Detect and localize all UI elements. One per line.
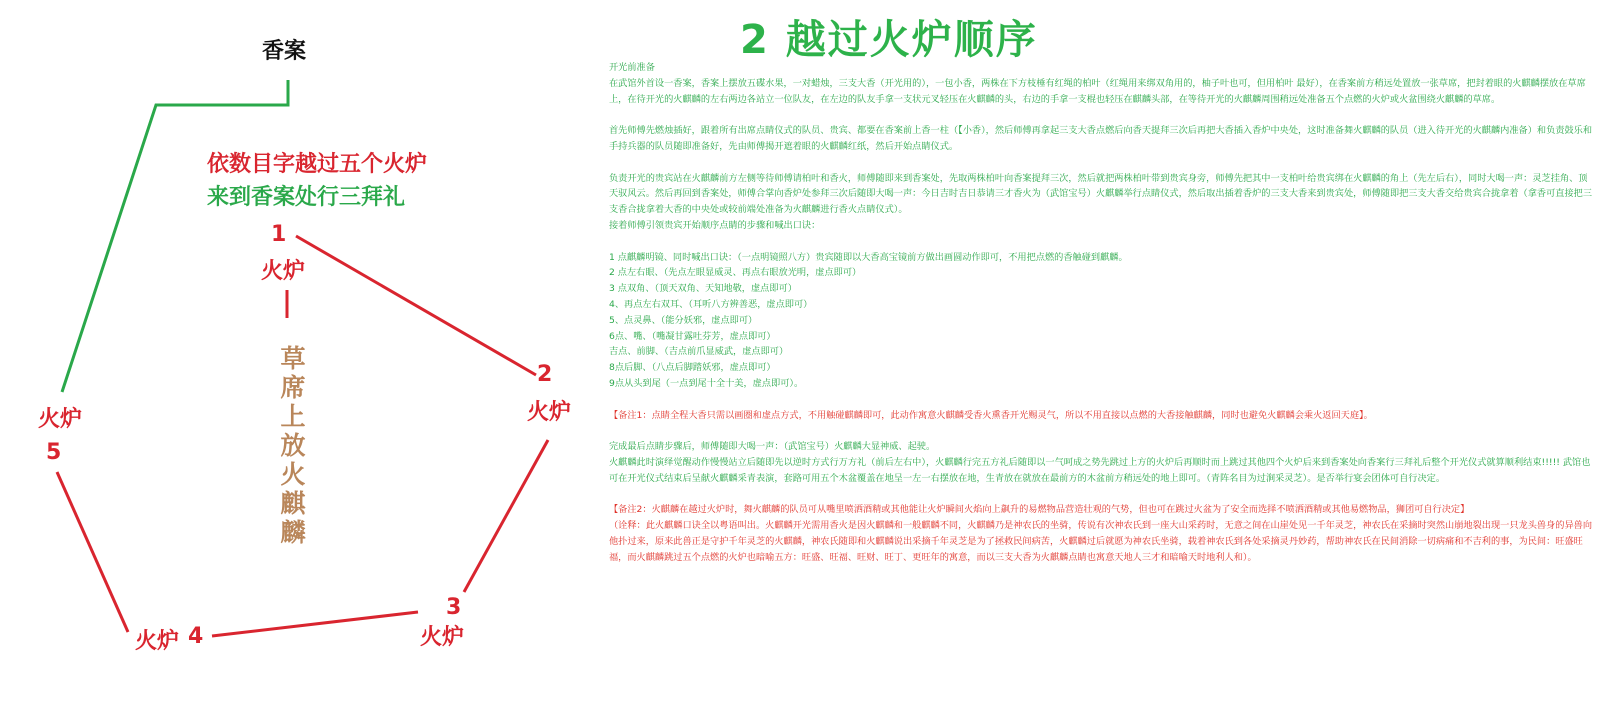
- procedure-text: [609, 60, 1594, 566]
- paragraph: 4、再点左右双耳、（耳听八方辨善恶，虚点即可）: [609, 298, 813, 310]
- page-title: 2 越过火炉顺序: [740, 17, 1038, 63]
- mat-label: 草席上放火麒麟: [280, 344, 306, 547]
- paragraph: 1 点麒麟明镜、同时喊出口诀：（一点明镜照八方）贵宾随即以大香高宝镜前方做出画圆动作即可，不用把点燃的香触碰到麒麟。: [609, 251, 1128, 263]
- route-line-3-4: [212, 612, 418, 636]
- altar-label: 香案: [262, 39, 307, 64]
- paragraph: 9点从头到尾（一点到尾十全十美，虚点即可）。: [609, 377, 804, 389]
- route-line-4-5: [57, 472, 128, 632]
- stove-5-label: 火炉: [38, 407, 83, 432]
- instruction-line-1: 依数目字越过五个火炉: [207, 152, 428, 177]
- paragraph: 完成最后点睛步骤后，师傅随即大喝一声：（武馆宝号）火麒麟大显神威、起驶。: [609, 441, 936, 453]
- paragraph: 3 点双角、（顶天双角、天知地敬，虚点即可）: [609, 283, 797, 295]
- paragraph: 【备注2：火麒麟在越过火炉时，舞火麒麟的队员可从嘴里喷洒酒精或其他能让火炉瞬间火焰向上飙升的易燃物品营造壮观的气势，但也可在跳过火盆为了安全而选择不喷洒酒精或其他易燃物品，狮团可自行决定】: [609, 504, 1470, 516]
- paragraph: 【备注1：点睛全程大香只需以画圈和虚点方式，不用触碰麒麟即可，此动作寓意火麒麟受香火熏香开光赐灵气，所以不用直接以点燃的大香接触麒麟，同时也避免火麒麟会乘火返回天庭】。: [609, 409, 1373, 421]
- paragraph: （诠释：此火麒麟口诀全以粤语叫出。火麒麟开光需用香火是因火麒麟和一般麒麟不同，火麒麟乃是神农氏的坐骑，传说有次神农氏到一座大山采药时，无意之间在山崖处见一千年灵芝，神农氏在采摘时突然山崩地裂出现一只龙头兽身的异兽向他扑过来，原来此兽正是守护千年灵芝的火麒麟，神农氏随即和火麒麟说出采摘千年灵芝是为了拯救民间病苦，火麒麟过后就愿为神农氏坐骑，载着神农氏到各处采摘灵丹妙药，帮助神农氏在民间消除一切病痛和不吉利的事，为民间：旺盛旺福，而火麒麟跳过五个点燃的火炉也暗喻五方：旺盛、旺福、旺财、旺丁、更旺年的寓意，而以三支大香为火麒麟点睛也寓意天地人三才和暗喻天时地利人和）。: [609, 520, 1593, 563]
- paragraph: 在武馆外首设一香案，香案上摆放五碟水果，一对蜡烛，三支大香（开光用的），一包小香，两株在下方枝棰有红绳的柏叶（红绳用来绑双角用的，柚子叶也可，但用柏叶 最好），在香案前方稍远处置放一张草席，把封着眼的火麒麟摆放在草席上，在待开光的火麒麟的左右两边各站立一位队友，在左边的队友手拿一支状元叉轻压在火麒麟的头，右边的手拿一支棍也轻压在麒麟头部，在等待开光的火麒麟周围稍远处准备五个点燃的火炉或火盆围绕火麒麟的草席。: [609, 77, 1586, 105]
- paragraph: 6点、嘴、（嘴凝甘露吐芬芳，虚点即可）: [609, 330, 776, 342]
- paragraph: 2 点左右眼、（先点左眼显威灵、再点右眼放光明，虚点即可）: [609, 267, 862, 279]
- paragraph-gap: [609, 423, 1594, 439]
- stove-3-number: 3: [446, 595, 462, 620]
- path-to-altar-line: [62, 80, 288, 392]
- stove-2-number: 2: [537, 362, 553, 387]
- paragraph-gap: [609, 392, 1594, 408]
- stove-5-number: 5: [46, 440, 62, 465]
- paragraph: 接着师傅引领贵宾开始顺序点睛的步骤和喊出口诀：: [609, 219, 821, 231]
- stove-1-label: 火炉: [261, 259, 306, 284]
- paragraph: 吉点、前脚、（吉点前爪显威武，虚点即可）: [609, 346, 789, 358]
- stove-4-number: 4: [188, 624, 204, 649]
- paragraph: 8点后脚、（八点后脚踏妖邪，虚点即可）: [609, 362, 776, 374]
- paragraph: 开光前准备: [609, 62, 655, 73]
- route-line-2-3: [464, 440, 548, 592]
- stove-1-number: 1: [271, 222, 287, 247]
- paragraph: 5、点灵鼻、（能分妖邪，虚点即可）: [609, 314, 758, 326]
- paragraph: 火麒麟此时演绎觉醒动作慢慢站立后随即先以逆时方式行万方礼（前后左右中），火麒麟行完五方礼后随即以一气呵成之势先跳过上方的火炉后再顺时而上跳过其他四个火炉后来到香案处向香案行三拜礼后整个开光仪式就算顺利结束!!!!! 武馆也可在开光仪式结束后呈献火麒麟采青表演，套路可用五个木盆覆盖在地呈一左一右摆放在地，生青放在就放在最前方的木盆前方稍远处的地上即可。（青阵名目为过涧采灵芝）。是否举行宴会团体可自行决定。: [609, 456, 1591, 484]
- paragraph-gap: [609, 107, 1594, 123]
- route-line-1-2: [296, 236, 536, 375]
- paragraph: 首先师傅先燃烛插好，跟着所有出席点睛仪式的队员、贵宾、都要在香案前上香一柱（【小香），然后师傅再拿起三支大香点燃后向香天提拜三次后再把大香插入香炉中央处，这时准备舞火麒麟的队员（进入待开光的火麒麟内准备）和负责鼓乐和手持兵器的队员随即准备好，先由师傅揭开遮着眼的火麒麟红纸，然后开始点睛仪式。: [609, 125, 1593, 152]
- paragraph-gap: [609, 487, 1594, 503]
- instruction-line-2: 来到香案处行三拜礼: [207, 185, 406, 210]
- stove-4-label: 火炉: [135, 629, 180, 654]
- paragraph-gap: [609, 155, 1594, 171]
- stove-3-label: 火炉: [420, 625, 465, 650]
- paragraph-gap: [609, 234, 1594, 250]
- stove-2-label: 火炉: [527, 400, 572, 425]
- paragraph: 负责开光的贵宾站在火麒麟前方左侧等待师傅请柏叶和香火，师傅随即来到香案处，先取两株柏叶向香案提拜三次，然后就把两株柏叶带到贵宾身旁，师傅先把其中一支柏叶给贵宾绑在火麒麟的角上（先左后右），同时大喝一声：灵芝挂角、顶天驭风云。然后再回到香案处，师傅合掌向香炉处参拜三次后随即大喝一声：今日吉时吉日恭请三才香火为（武馆宝号）火麒麟举行点睛仪式，然后取出插着香炉的三支大香来到贵宾处，师傅随即把三支大香交给贵宾合拢拿着（拿香可直接把三支香合拢拿着大香的中央处或较前端处准备为火麒麟进行香火点睛仪式）。: [609, 172, 1593, 216]
